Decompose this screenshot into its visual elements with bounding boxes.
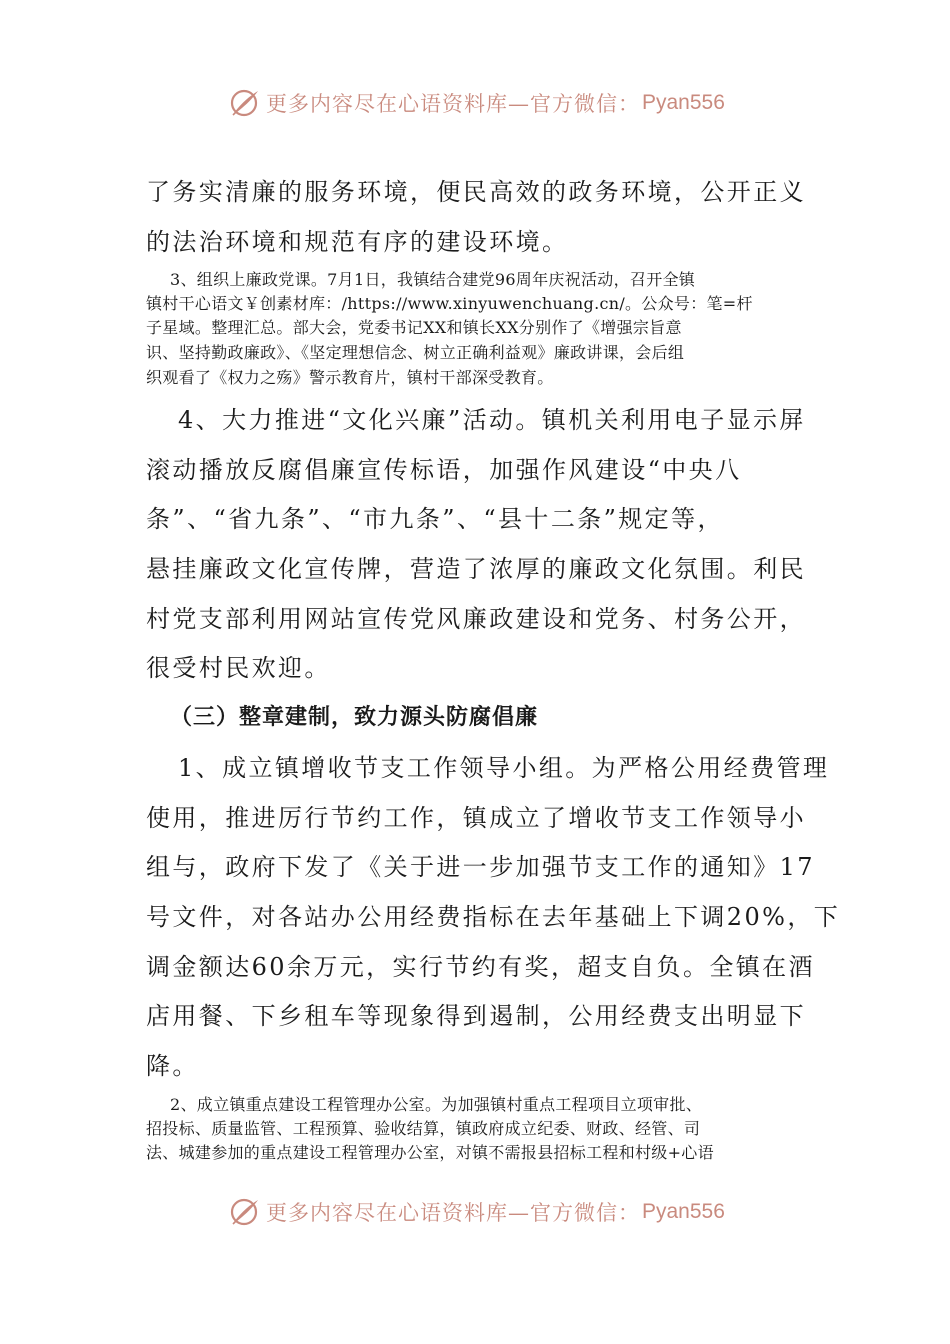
small-line: 法、城建参加的重点建设工程管理办公室，对镇不需报县招标工程和村级+心语	[146, 1143, 714, 1162]
quill-logo-icon	[228, 87, 260, 119]
body-line: 降。	[146, 1052, 199, 1080]
body-line: 店用餐、下乡租车等现象得到遏制，公用经费支出明显下	[146, 1002, 806, 1030]
small-line: 招投标、质量监管、工程预算、验收结算，镇政府成立纪委、财政、经管、司	[146, 1119, 701, 1138]
small-line: 子星域。整理汇总。部大会，党委书记XX和镇长XX分别作了《增强宗旨意	[146, 318, 682, 337]
body-line: 了务实清廉的服务环境，便民高效的政务环境，公开正义	[146, 178, 806, 206]
watermark-footer	[228, 1192, 725, 1232]
body-line: 组与，政府下发了《关于进一步加强节支工作的通知》17	[146, 853, 815, 881]
watermark-header	[228, 83, 725, 123]
small-line: 识、坚持勤政廉政》、《坚定理想信念、树立正确利益观》廉政讲课，会后组	[146, 343, 685, 362]
section-heading: （三）整章建制，致力源头防腐倡廉	[170, 705, 539, 730]
body-line: 调金额达60余万元，实行节约有奖，超支自负。全镇在酒	[146, 953, 815, 981]
body-line: 的法治环境和规范有序的建设环境。	[146, 228, 569, 256]
body-line: 很受村民欢迎。	[146, 654, 331, 682]
small-line: 2、成立镇重点建设工程管理办公室。为加强镇村重点工程项目立项审批、	[170, 1095, 703, 1114]
body-line: 1、成立镇增收节支工作领导小组。为严格公用经费管理	[178, 754, 830, 782]
watermark-text: 更多内容尽在心语资料库—官方微信：	[266, 1201, 640, 1225]
body-line: 使用，推进厉行节约工作，镇成立了增收节支工作领导小	[146, 804, 806, 832]
body-line: 条”、“省九条”、“市九条”、“县十二条”规定等，	[146, 505, 724, 533]
watermark-text: 更多内容尽在心语资料库—官方微信：	[266, 92, 640, 116]
small-line: 3、组织上廉政党课。7月1日，我镇结合建党96周年庆祝活动，召开全镇	[170, 270, 696, 289]
quill-logo-icon	[228, 1196, 260, 1228]
small-line: 镇村干心语文￥创素材库：/https://www.xinyuwenchuang.cn/。公众号：笔=杆	[146, 294, 753, 313]
watermark-wechat-id: Pyan556	[642, 1200, 725, 1223]
body-line: 村党支部利用网站宣传党风廉政建设和党务、村务公开，	[146, 605, 806, 633]
body-line: 号文件，对各站办公用经费指标在去年基础上下调20%，下	[146, 903, 841, 931]
body-line: 悬挂廉政文化宣传牌，营造了浓厚的廉政文化氛围。利民	[146, 555, 806, 583]
small-line: 织观看了《权力之殇》警示教育片，镇村干部深受教育。	[146, 368, 554, 387]
body-line: 滚动播放反腐倡廉宣传标语，加强作风建设“中央八	[146, 456, 742, 484]
body-line: 4、大力推进“文化兴廉”活动。镇机关利用电子显示屏	[178, 406, 806, 434]
watermark-wechat-id: Pyan556	[642, 91, 725, 114]
